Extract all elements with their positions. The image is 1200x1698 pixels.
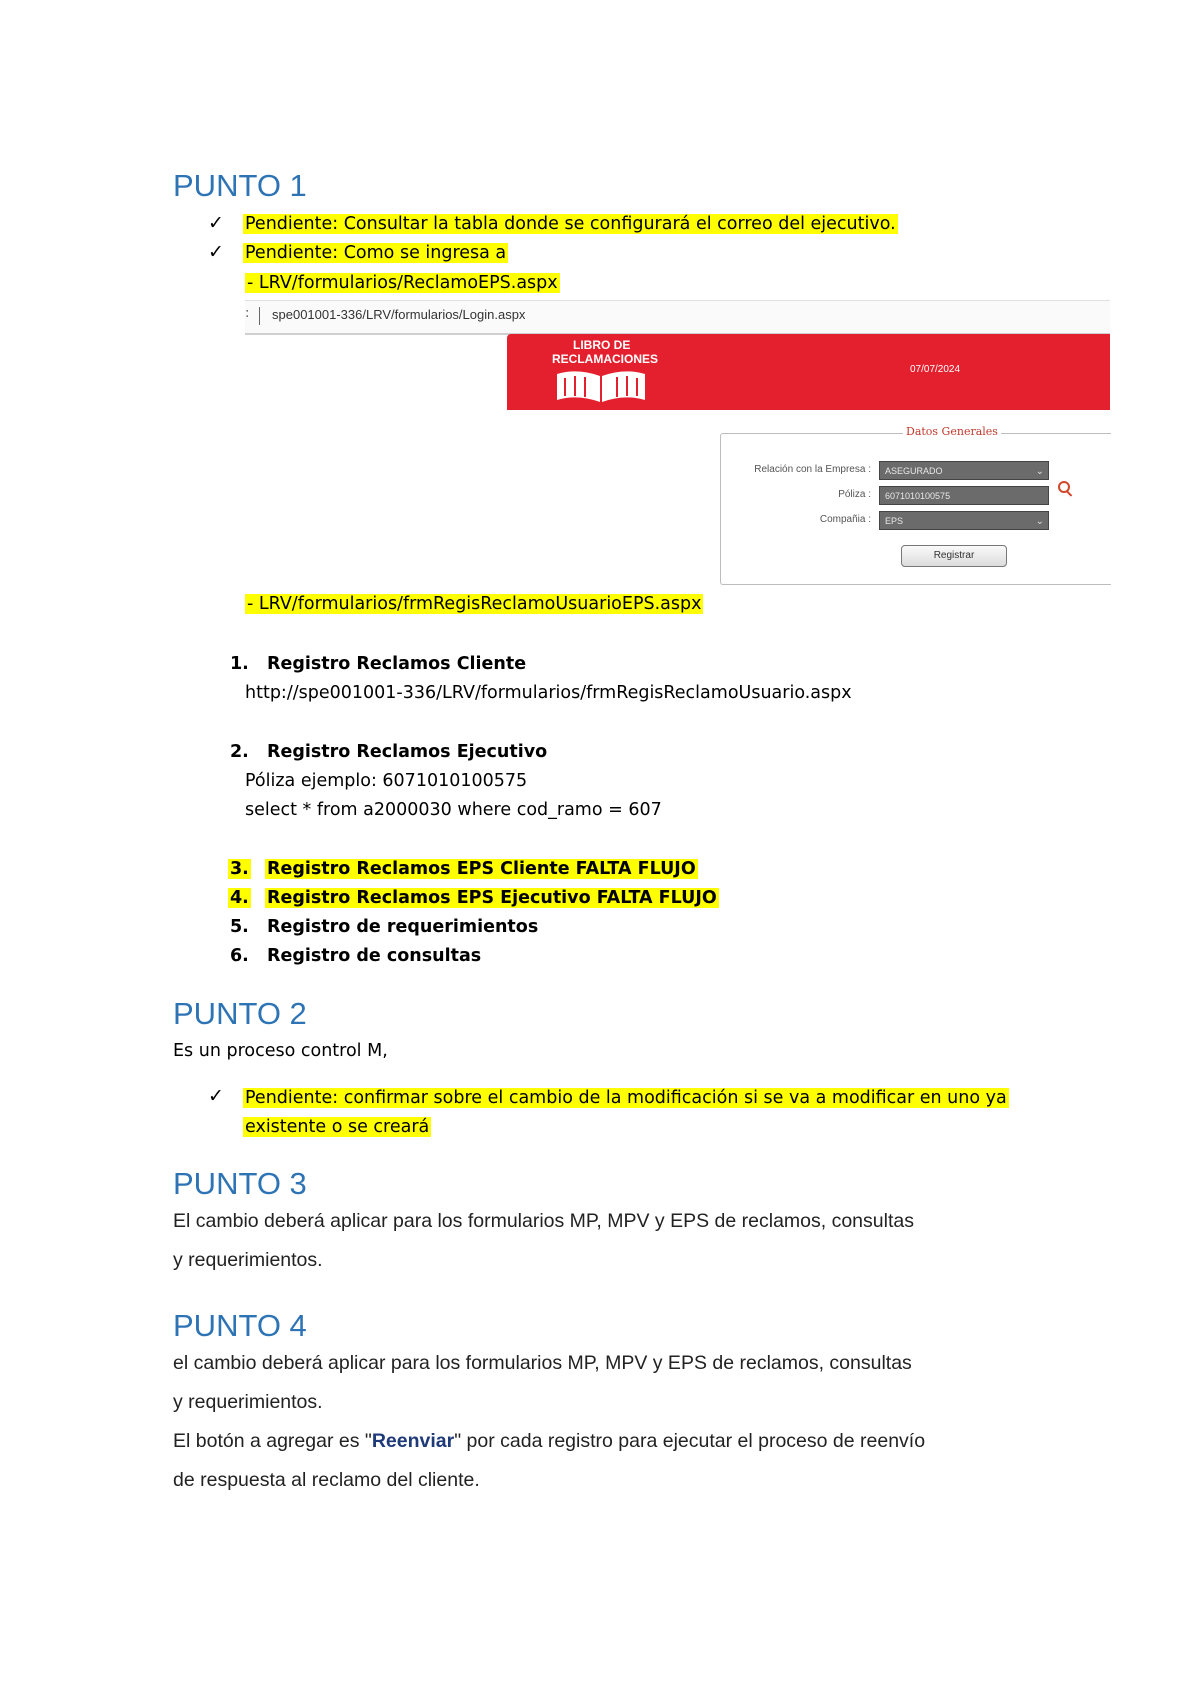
punto2-pending-line2: existente o se creará: [245, 1117, 430, 1137]
registrar-button[interactable]: Registrar: [901, 545, 1007, 567]
reenviar-keyword: Reenviar: [371, 1430, 455, 1452]
list-number: 4.: [230, 888, 249, 908]
path-frm-regis-eps: - LRV/formularios/frmRegisReclamoUsuarioEPS.aspx: [247, 594, 702, 614]
list-number: 1.: [230, 654, 249, 674]
book-icon: [553, 368, 649, 404]
chevron-down-icon: ⌄: [1035, 466, 1044, 477]
chevron-down-icon: ⌄: [1035, 516, 1044, 527]
datos-generales-panel: [720, 425, 1111, 585]
punto2-intro: Es un proceso control M,: [173, 1041, 388, 1061]
browser-address-bar: [245, 300, 1110, 335]
logo-text-2: RECLAMACIONES: [552, 352, 659, 366]
punto4-heading: PUNTO 4: [173, 1308, 307, 1343]
label-relacion: Relación con la Empresa :: [754, 464, 871, 475]
list-item-title: Registro Reclamos EPS Cliente FALTA FLUJO: [267, 859, 696, 879]
list-item-title: Registro de consultas: [267, 946, 482, 966]
list-number: 2.: [230, 742, 249, 762]
list-item-title: Registro Reclamos EPS Ejecutivo FALTA FLUJO: [267, 888, 717, 908]
punto4-line2: y requerimientos.: [173, 1391, 323, 1413]
list-item-title: Registro Reclamos Ejecutivo: [267, 742, 548, 762]
pending-item-1: Pendiente: Consultar la tabla donde se configurará el correo del ejecutivo.: [245, 214, 896, 234]
libro-banner: [507, 334, 1110, 410]
punto2-pending-line1: Pendiente: confirmar sobre el cambio de la modificación si se va a modificar en uno ya: [245, 1088, 1007, 1108]
check-icon: ✓: [208, 241, 224, 263]
label-poliza: Póliza :: [838, 489, 871, 500]
logo-text-1: LIBRO DE: [573, 338, 631, 352]
list-item-title: Registro de requerimientos: [267, 917, 539, 937]
punto4-line4: de respuesta al reclamo del cliente.: [173, 1469, 480, 1491]
check-icon: ✓: [208, 212, 224, 234]
search-icon[interactable]: [1058, 481, 1070, 493]
list-item-title: Registro Reclamos Cliente: [267, 654, 527, 674]
punto4-line3: El botón a agregar es "Reenviar" por cada registro para ejecutar el proceso de reenvío: [173, 1430, 926, 1452]
label-compania: Compañia :: [819, 514, 871, 525]
punto4-line1: el cambio deberá aplicar para los formularios MP, MPV y EPS de reclamos, consultas: [173, 1352, 912, 1374]
punto1-heading: PUNTO 1: [173, 168, 307, 203]
punto3-heading: PUNTO 3: [173, 1166, 307, 1201]
list-item-line: Póliza ejemplo: 6071010100575: [245, 771, 528, 791]
banner-date: 07/07/2024: [910, 364, 961, 375]
list-item-url: http://spe001001-336/LRV/formularios/frmRegisReclamoUsuario.aspx: [245, 683, 852, 703]
list-number: 6.: [230, 946, 249, 966]
address-bar-separator-dot: :: [245, 306, 250, 321]
panel-legend: Datos Generales: [903, 425, 1001, 438]
punto3-line2: y requerimientos.: [173, 1249, 323, 1271]
address-url: spe001001-336/LRV/formularios/Login.aspx: [272, 307, 526, 322]
compania-select[interactable]: EPS ⌄: [879, 511, 1049, 530]
punto2-heading: PUNTO 2: [173, 996, 307, 1031]
list-item-line: select * from a2000030 where cod_ramo = 607: [245, 800, 662, 820]
path-reclamo-eps: - LRV/formularios/ReclamoEPS.aspx: [247, 273, 558, 293]
poliza-input[interactable]: 6071010100575: [879, 486, 1049, 505]
list-number: 5.: [230, 917, 249, 937]
punto3-line1: El cambio deberá aplicar para los formularios MP, MPV y EPS de reclamos, consultas: [173, 1210, 914, 1232]
list-number: 3.: [230, 859, 249, 879]
relacion-select[interactable]: ASEGURADO ⌄: [879, 461, 1049, 480]
pending-item-2: Pendiente: Como se ingresa a: [245, 243, 507, 263]
check-icon: ✓: [208, 1085, 224, 1107]
